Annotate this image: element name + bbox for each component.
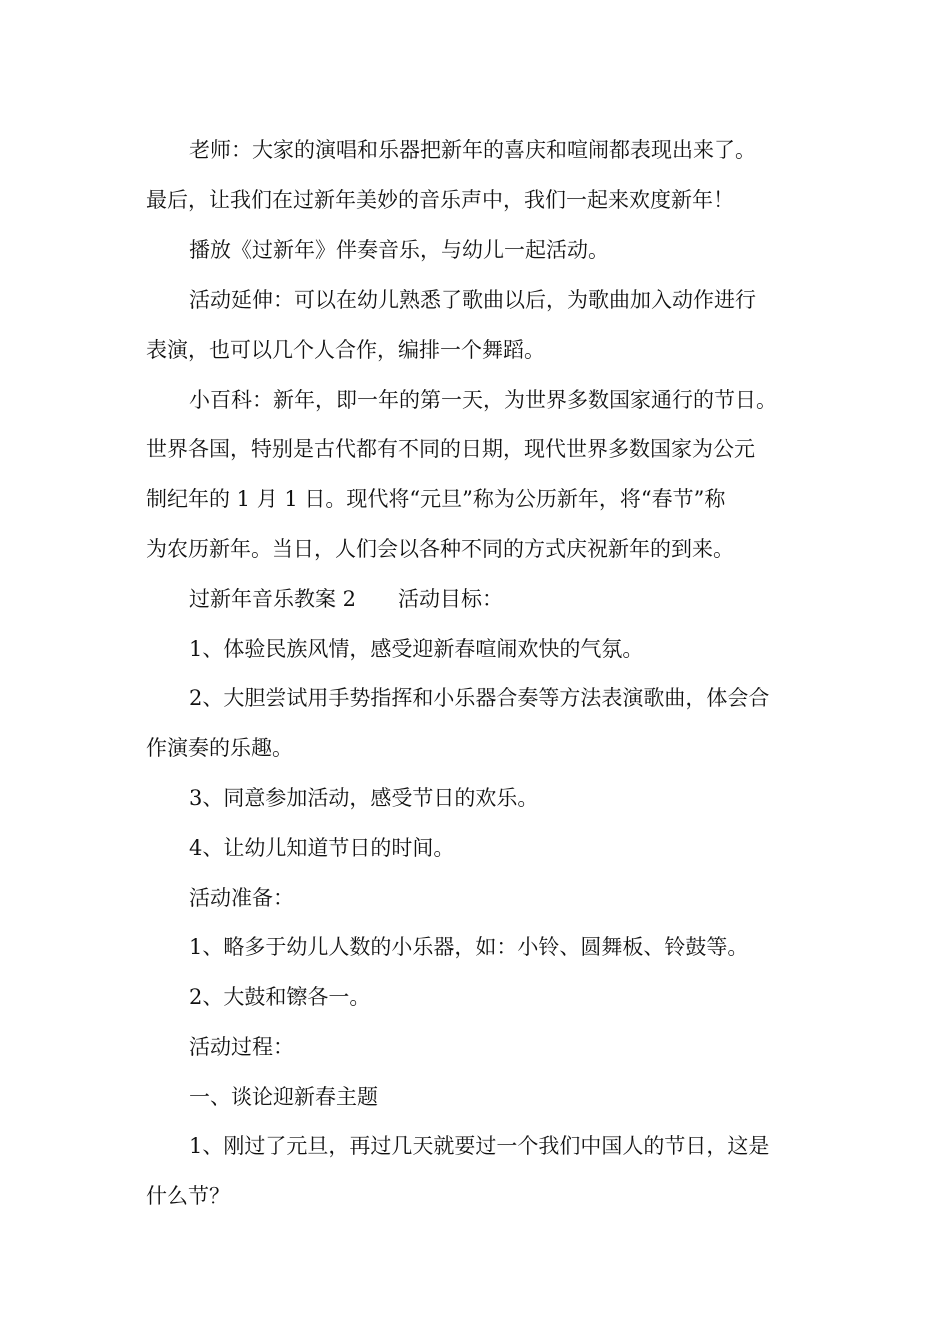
list-item: 1、体验民族风情，感受迎新春喧闹欢快的气氛。: [189, 637, 644, 661]
text-line: 表演，也可以几个人合作，编排一个舞蹈。: [146, 338, 545, 362]
text-line: 播放《过新年》伴奏音乐，与幼儿一起活动。: [189, 238, 609, 262]
list-item: 3、同意参加活动，感受节日的欢乐。: [189, 786, 539, 810]
section-heading: 一、谈论迎新春主题: [189, 1085, 378, 1109]
list-item: 2、大鼓和镲各一。: [189, 985, 371, 1009]
text-line: 世界各国，特别是古代都有不同的日期，现代世界多数国家为公元: [146, 437, 755, 461]
list-item: 1、略多于幼儿人数的小乐器，如：小铃、圆舞板、铃鼓等。: [189, 935, 749, 959]
text-line: 作演奏的乐趣。: [146, 736, 293, 760]
text-line: 小百科：新年，即一年的第一天，为世界多数国家通行的节日。: [189, 388, 777, 412]
section-heading: 过新年音乐教案 2 活动目标：: [189, 587, 504, 611]
section-heading: 活动准备：: [189, 886, 294, 910]
list-item: 4、让幼儿知道节日的时间。: [189, 836, 455, 860]
list-item: 2、大胆尝试用手势指挥和小乐器合奏等方法表演歌曲，体会合: [189, 686, 770, 710]
text-line: 为农历新年。当日，人们会以各种不同的方式庆祝新年的到来。: [146, 537, 734, 561]
text-line: 老师：大家的演唱和乐器把新年的喜庆和喧闹都表现出来了。: [189, 138, 756, 162]
text-line: 制纪年的 1 月 1 日。现代将“元旦”称为公历新年，将“春节”称: [146, 487, 726, 511]
list-item: 1、刚过了元旦，再过几天就要过一个我们中国人的节日，这是: [189, 1134, 770, 1158]
text-line: 什么节？: [146, 1184, 230, 1208]
section-heading: 活动过程：: [189, 1035, 294, 1059]
text-line: 活动延伸：可以在幼儿熟悉了歌曲以后，为歌曲加入动作进行: [189, 288, 756, 312]
text-line: 最后，让我们在过新年美妙的音乐声中，我们一起来欢度新年！: [146, 188, 734, 212]
